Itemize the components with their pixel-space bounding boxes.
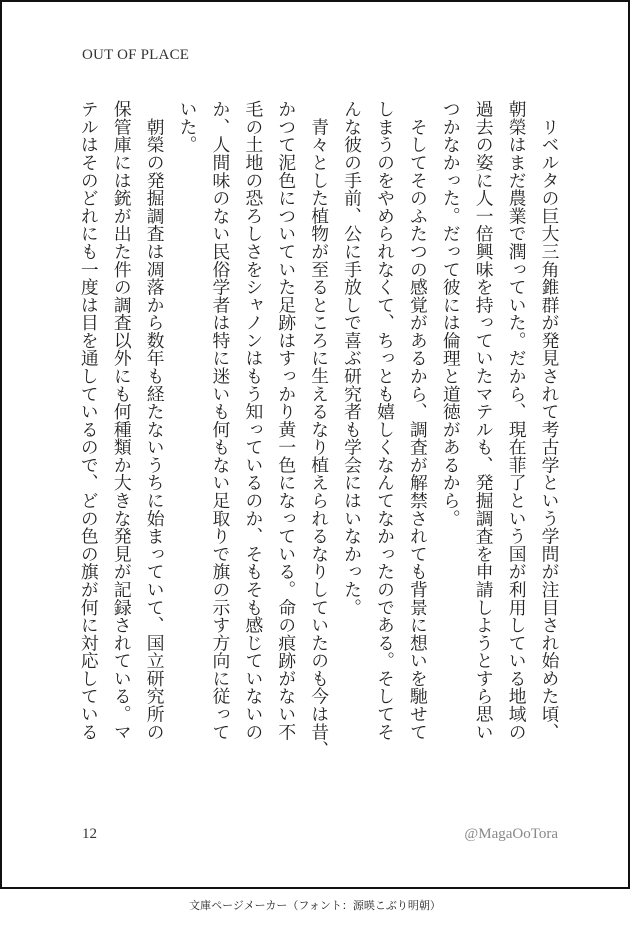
text-column: か、人間味のない民俗学者は特に迷いも何もない足取りで旗の示す方向に従って [209,100,231,741]
page-number: 12 [82,826,97,842]
text-column: いた。 [177,100,199,154]
text-column: 朝榮はまだ農業で潤っていた。だから、現在菲了という国が利用している地域の [506,100,528,741]
text-column: 毛の土地の恐ろしさをシャノンはもう知っているのか、そもそも感じていないの [242,100,264,741]
text-column: リベルタの巨大三角錐群が発見されて考古学という学問が注目され始めた頃、 [539,100,560,741]
text-column: つかなかった。だって彼には倫理と道徳があるから。 [440,100,462,527]
text-column: んな彼の手前、公に手放しで喜ぶ研究者も学会にはいなかった。 [341,100,363,616]
running-header-title: OUT OF PLACE [82,47,190,63]
text-column: 朝榮の発掘調査は凋落から数年も経たないうちに始まっていて、国立研究所の [144,100,166,741]
vertical-body-text [71,100,565,820]
text-column: かつて泥色についていた足跡はすっかり黄一色になっている。命の痕跡がない不 [275,100,297,741]
author-credit: @MagaOoTora [464,826,558,842]
text-column: テルはそのどれにも一度は目を通しているので、どの色の旗が何に対応している [78,100,100,741]
text-column: しまうのをやめられなくて、ちっとも嬉しくなんてなかったのである。そしてそ [374,100,396,741]
generator-footer: 文庫ページメーカー（フォント：源暎こぶり明朝） [189,899,441,912]
text-column: 保管庫には銃が出た件の調査以外にも何種類か大きな発見が記録されている。マ [111,100,133,741]
text-column: そしてそのふたつの感覚があるから、調査が解禁されても背景に想いを馳せて [407,100,429,741]
text-column: 青々とした植物が至るところに生えるなり植えられるなりしていたのも今は昔、 [308,100,330,759]
text-column: 過去の姿に人一倍興味を持っていたマテルも、発掘調査を申請しようとすら思い [473,100,495,741]
